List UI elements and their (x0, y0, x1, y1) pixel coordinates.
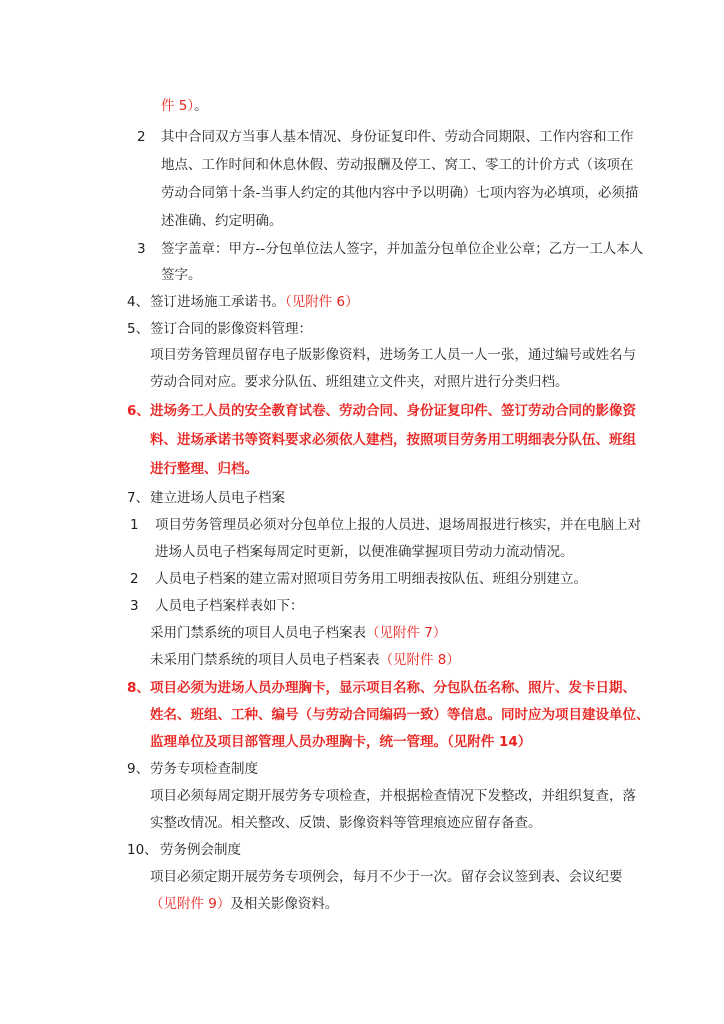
form-a-label: 采用门禁系统的项目人员电子档案表 (150, 625, 366, 641)
section-7-number: 7、 (127, 490, 150, 506)
section-7-item-2-number: 2 (130, 571, 139, 587)
section-10-heading: 劳务例会制度 (160, 842, 241, 858)
section-10-tail: 及相关影像资料。 (230, 896, 339, 912)
attachment-ref-9: （见附件 9） (150, 896, 231, 912)
item-2-line-1: 其中合同双方当事人基本情况、身份证复印件、劳动合同期限、工作内容和工作 (161, 129, 634, 145)
item-3-number: 3 (137, 241, 146, 257)
section-7-form-b (150, 651, 460, 669)
section-7-item-3-text: 人员电子档案样表如下： (155, 598, 304, 614)
section-10-para-line-2 (150, 895, 338, 913)
section-9-number: 9、 (127, 761, 150, 777)
section-6-number: 6、 (127, 403, 150, 419)
item-3-line-1: 签字盖章：甲方--分包单位法人签字，并加盖分包单位企业公章；乙方一工人本人 (161, 241, 644, 257)
section-5-para-line-1: 项目劳务管理员留存电子版影像资料，进场务工人员一人一张，通过编号或姓名与 (150, 347, 636, 363)
period: 。 (194, 98, 208, 114)
section-5-number: 5、 (127, 321, 150, 337)
section-9-heading: 劳务专项检查制度 (150, 761, 258, 777)
item-2-number: 2 (137, 129, 146, 145)
form-b-label: 未采用门禁系统的项目人员电子档案表 (150, 652, 380, 668)
section-10-number: 10、 (127, 842, 158, 858)
attachment-ref-5: 件 5） (161, 98, 195, 114)
section-10-para-line-1: 项目必须定期开展劳务专项例会，每月不少于一次。留存会议签到表、会议纪要 (150, 869, 623, 885)
continued-line (161, 97, 208, 115)
section-7-heading: 建立进场人员电子档案 (150, 490, 285, 506)
section-6-line-2: 料、进场承诺书等资料要求必须依人建档，按照项目劳务用工明细表分队伍、班组 (150, 432, 636, 448)
section-6-line-1: 进场务工人员的安全教育试卷、劳动合同、身份证复印件、签订劳动合同的影像资 (150, 403, 636, 419)
section-4-number: 4、 (127, 294, 150, 310)
attachment-ref-8: （见附件 8） (379, 652, 460, 668)
section-5-heading: 签订合同的影像资料管理： (150, 321, 312, 337)
attachment-ref-7: （见附件 7） (366, 625, 447, 641)
section-9-para-line-2: 实整改情况。相关整改、反馈、影像资料等管理痕迹应留存备查。 (150, 815, 542, 831)
section-8-number: 8、 (127, 680, 150, 696)
section-5-para-line-2: 劳动合同对应。要求分队伍、班组建立文件夹，对照片进行分类归档。 (150, 374, 569, 390)
item-2-line-3: 劳动合同第十条-当事人约定的其他内容中予以明确）七项内容为必填项，必须描 (161, 185, 639, 201)
section-7-item-3-number: 3 (130, 598, 139, 614)
section-7-item-2-text: 人员电子档案的建立需对照项目劳务用工明细表按队伍、班组分别建立。 (155, 571, 587, 587)
section-7-form-a (150, 624, 446, 642)
section-4-label: 签订进场施工承诺书。 (150, 294, 285, 310)
section-7-item-1-number: 1 (130, 517, 139, 533)
item-2-line-4: 述准确、约定明确。 (161, 213, 283, 229)
item-2-line-2: 地点、工作时间和休息休假、劳动报酬及停工、窝工、零工的计价方式（该项在 (161, 157, 634, 173)
section-9-para-line-1: 项目必须每周定期开展劳务专项检查，并根据检查情况下发整改，并组织复查，落 (150, 788, 636, 804)
section-8-line-1: 项目必须为进场人员办理胸卡，显示项目名称、分包队伍名称、照片、发卡日期、 (150, 680, 636, 696)
item-3-line-2: 签字。 (161, 267, 202, 283)
section-8-line-2: 姓名、班组、工种、编号（与劳动合同编码一致）等信息。同时应为项目建设单位、 (150, 707, 650, 723)
section-4-text (150, 293, 359, 311)
section-7-item-1-line-1: 项目劳务管理员必须对分包单位上报的人员进、退场周报进行核实，并在电脑上对 (155, 517, 641, 533)
section-7-item-1-line-2: 进场人员电子档案每周定时更新，以便准确掌握项目劳动力流动情况。 (155, 544, 574, 560)
section-8-line-3: 监理单位及项目部管理人员办理胸卡，统一管理。（见附件 14） (150, 734, 532, 750)
section-6-line-3: 进行整理、归档。 (150, 461, 258, 477)
attachment-ref-6: （见附件 6） (285, 294, 359, 310)
